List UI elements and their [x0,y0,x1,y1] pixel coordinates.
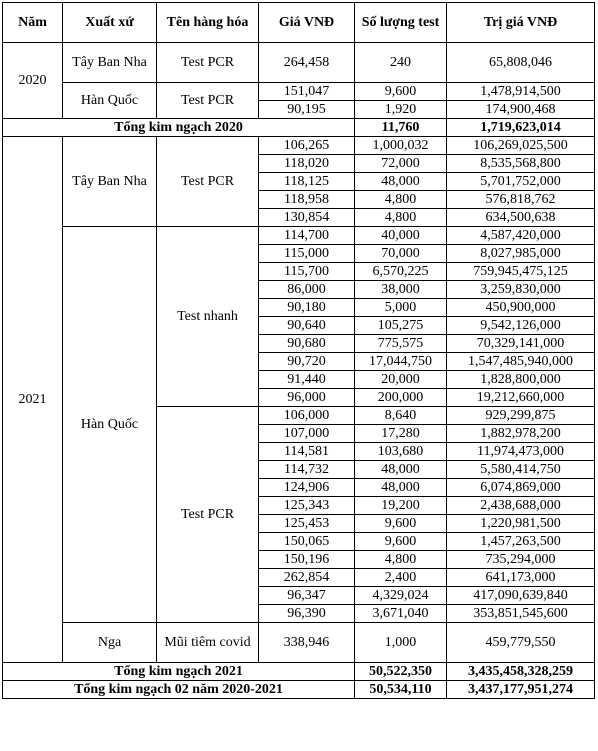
quantity-cell: 6,570,225 [355,263,447,281]
value-cell: 4,587,420,000 [447,227,595,245]
total-label: Tổng kim ngạch 02 năm 2020-2021 [3,681,355,699]
table-row [3,137,595,155]
value-cell: 70,329,141,000 [447,335,595,353]
total-label: Tổng kim ngạch 2020 [3,119,355,137]
value-cell: 450,900,000 [447,299,595,317]
value-cell: 9,542,126,000 [447,317,595,335]
price-cell: 90,640 [259,317,355,335]
price-cell: 118,958 [259,191,355,209]
origin-cell: Hàn Quốc [63,83,157,119]
price-cell: 125,343 [259,497,355,515]
origin-cell: Tây Ban Nha [63,137,157,227]
quantity-cell: 48,000 [355,461,447,479]
table-row [3,623,595,663]
price-cell: 114,700 [259,227,355,245]
table-row [3,43,595,83]
origin-cell: Tây Ban Nha [63,43,157,83]
value-cell: 3,259,830,000 [447,281,595,299]
trade-table [2,2,595,699]
price-cell: 125,453 [259,515,355,533]
value-cell: 1,220,981,500 [447,515,595,533]
year-cell-2020: 2020 [3,43,63,119]
value-cell: 8,535,568,800 [447,155,595,173]
header-row [3,3,595,43]
value-cell: 106,269,025,500 [447,137,595,155]
value-cell: 459,779,550 [447,623,595,663]
quantity-cell: 1,920 [355,101,447,119]
price-cell: 124,906 [259,479,355,497]
header-value: Trị giá VNĐ [447,3,595,43]
table-row [3,227,595,245]
product-cell: Test nhanh [157,227,259,407]
price-cell: 86,000 [259,281,355,299]
price-cell: 106,265 [259,137,355,155]
value-cell: 1,457,263,500 [447,533,595,551]
quantity-cell: 200,000 [355,389,447,407]
total-value: 3,435,458,328,259 [447,663,595,681]
product-cell: Test PCR [157,83,259,119]
quantity-cell: 48,000 [355,173,447,191]
quantity-cell: 9,600 [355,515,447,533]
value-cell: 11,974,473,000 [447,443,595,461]
price-cell: 96,347 [259,587,355,605]
price-cell: 151,047 [259,83,355,101]
quantity-cell: 8,640 [355,407,447,425]
quantity-cell: 72,000 [355,155,447,173]
total-quantity: 50,534,110 [355,681,447,699]
header-year: Năm [3,3,63,43]
year-cell-2021: 2021 [3,137,63,663]
total-value: 3,437,177,951,274 [447,681,595,699]
price-cell: 114,581 [259,443,355,461]
quantity-cell: 70,000 [355,245,447,263]
price-cell: 90,680 [259,335,355,353]
value-cell: 19,212,660,000 [447,389,595,407]
price-cell: 114,732 [259,461,355,479]
value-cell: 65,808,046 [447,43,595,83]
quantity-cell: 4,800 [355,191,447,209]
quantity-cell: 17,280 [355,425,447,443]
quantity-cell: 48,000 [355,479,447,497]
value-cell: 174,900,468 [447,101,595,119]
value-cell: 353,851,545,600 [447,605,595,623]
quantity-cell: 19,200 [355,497,447,515]
price-cell: 262,854 [259,569,355,587]
value-cell: 576,818,762 [447,191,595,209]
header-price: Giá VNĐ [259,3,355,43]
total-label: Tổng kim ngạch 2021 [3,663,355,681]
value-cell: 1,547,485,940,000 [447,353,595,371]
product-cell: Test PCR [157,137,259,227]
quantity-cell: 103,680 [355,443,447,461]
quantity-cell: 2,400 [355,569,447,587]
quantity-cell: 5,000 [355,299,447,317]
product-cell: Test PCR [157,407,259,623]
header-product: Tên hàng hóa [157,3,259,43]
value-cell: 6,074,869,000 [447,479,595,497]
value-cell: 1,828,800,000 [447,371,595,389]
value-cell: 735,294,000 [447,551,595,569]
origin-cell: Hàn Quốc [63,227,157,623]
price-cell: 118,020 [259,155,355,173]
header-origin: Xuất xứ [63,3,157,43]
total-quantity: 50,522,350 [355,663,447,681]
product-cell: Mũi tiêm covid [157,623,259,663]
quantity-cell: 1,000,032 [355,137,447,155]
total-row-all [3,681,595,699]
price-cell: 150,196 [259,551,355,569]
price-cell: 115,700 [259,263,355,281]
price-cell: 90,195 [259,101,355,119]
price-cell: 96,390 [259,605,355,623]
value-cell: 929,299,875 [447,407,595,425]
total-row-2020 [3,119,595,137]
quantity-cell: 40,000 [355,227,447,245]
quantity-cell: 4,800 [355,209,447,227]
price-cell: 90,180 [259,299,355,317]
value-cell: 1,882,978,200 [447,425,595,443]
quantity-cell: 3,671,040 [355,605,447,623]
value-cell: 759,945,475,125 [447,263,595,281]
value-cell: 2,438,688,000 [447,497,595,515]
price-cell: 264,458 [259,43,355,83]
price-cell: 90,720 [259,353,355,371]
quantity-cell: 9,600 [355,533,447,551]
value-cell: 641,173,000 [447,569,595,587]
header-quantity: Số lượng test [355,3,447,43]
value-cell: 417,090,639,840 [447,587,595,605]
quantity-cell: 240 [355,43,447,83]
origin-cell: Nga [63,623,157,663]
total-quantity: 11,760 [355,119,447,137]
value-cell: 5,701,752,000 [447,173,595,191]
total-row-2021 [3,663,595,681]
quantity-cell: 20,000 [355,371,447,389]
price-cell: 130,854 [259,209,355,227]
quantity-cell: 17,044,750 [355,353,447,371]
product-cell: Test PCR [157,43,259,83]
quantity-cell: 775,575 [355,335,447,353]
value-cell: 1,478,914,500 [447,83,595,101]
price-cell: 338,946 [259,623,355,663]
price-cell: 150,065 [259,533,355,551]
value-cell: 8,027,985,000 [447,245,595,263]
quantity-cell: 105,275 [355,317,447,335]
price-cell: 91,440 [259,371,355,389]
price-cell: 107,000 [259,425,355,443]
value-cell: 5,580,414,750 [447,461,595,479]
price-cell: 106,000 [259,407,355,425]
price-cell: 96,000 [259,389,355,407]
quantity-cell: 4,800 [355,551,447,569]
quantity-cell: 38,000 [355,281,447,299]
quantity-cell: 9,600 [355,83,447,101]
quantity-cell: 4,329,024 [355,587,447,605]
value-cell: 634,500,638 [447,209,595,227]
table-row [3,83,595,101]
price-cell: 118,125 [259,173,355,191]
price-cell: 115,000 [259,245,355,263]
total-value: 1,719,623,014 [447,119,595,137]
quantity-cell: 1,000 [355,623,447,663]
